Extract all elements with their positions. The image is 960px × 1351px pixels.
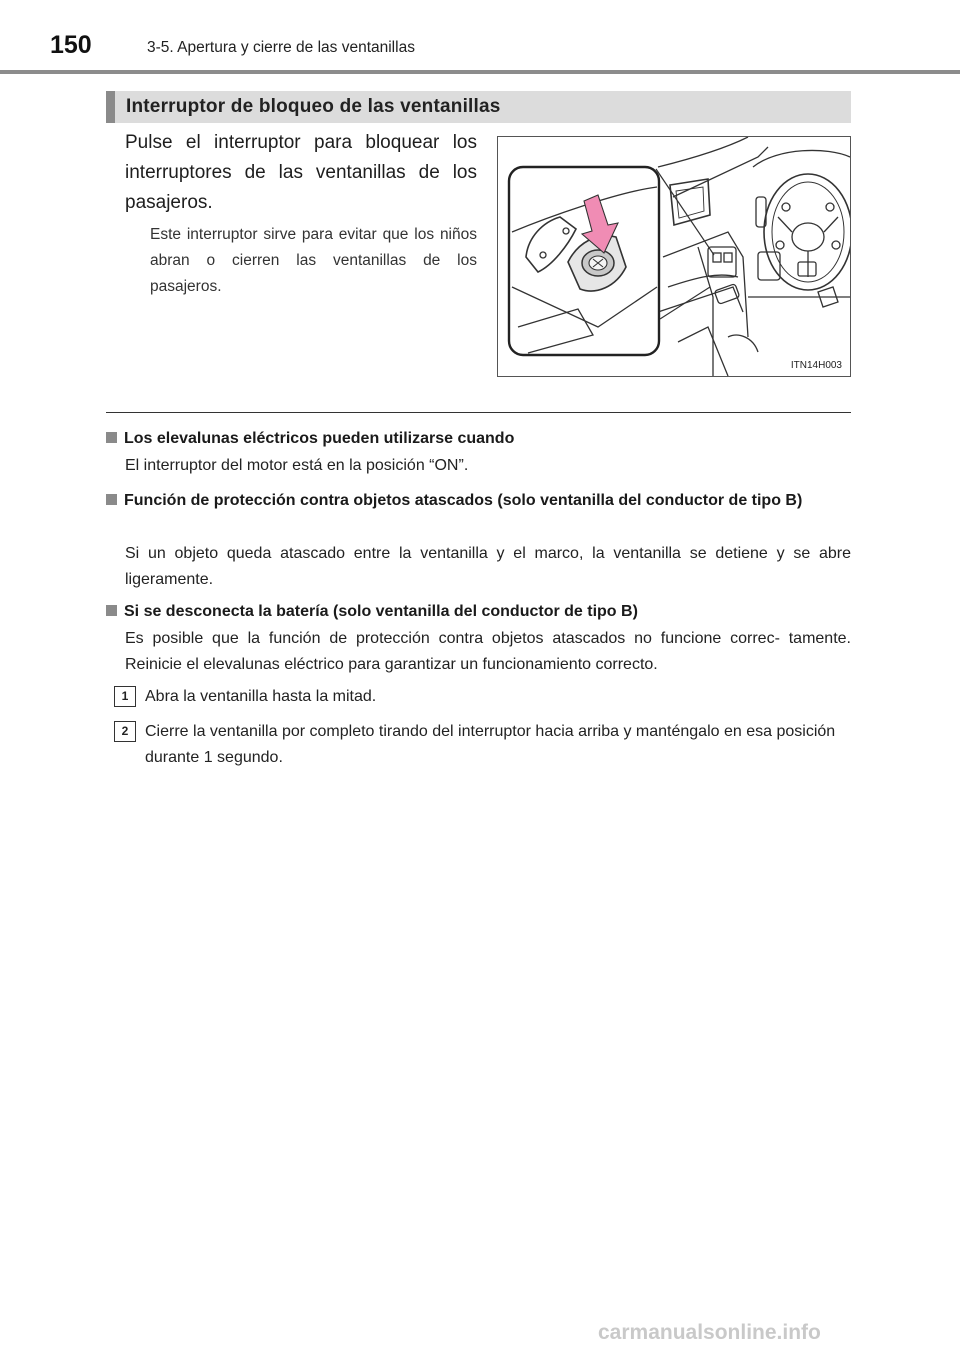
square-bullet-icon [106,605,117,616]
note-body: Si un objeto queda atascado entre la ventanilla y el marco, la ventanilla se detiene y se abre ligeramente. [125,545,851,588]
step-item [114,719,851,771]
square-bullet-icon [106,432,117,443]
section-tab-marker [106,91,115,123]
note-heading: Si se desconecta la batería (solo ventanilla del conductor de tipo B) [106,599,851,625]
main-instruction: Pulse el interruptor para bloquear los interruptores de las ventanillas de los pasajeros. [125,132,477,213]
section-divider [106,412,851,413]
header-rule [0,70,960,74]
note-heading: Los elevalunas eléctricos pueden utilizarse cuando [106,426,851,452]
window-lock-illustration [497,136,851,377]
step-number-badge: 1 [114,686,136,707]
chapter-title: 3-5. Apertura y cierre de las ventanillas [147,39,415,56]
sub-instruction: Este interruptor sirve para evitar que los niños abran o cierren las ventanillas de los pasajeros. [150,226,477,295]
step-text: Abra la ventanilla hasta la mitad. [145,688,377,705]
note-body: El interruptor del motor está en la posición “ON”. [125,457,469,474]
note-body: Es posible que la función de protección contra objetos atascados no funcione correc- tamente. Reinicie el elevalunas eléctrico para garantizar un funcionamiento correcto. [125,630,851,673]
square-bullet-icon [106,494,117,505]
step-text: Cierre la ventanilla por completo tirando del interruptor hacia arriba y manténgalo en esa posición durante 1 segundo. [145,723,836,766]
section-heading-bar [106,91,851,123]
watermark: carmanualsonline.info [598,1321,821,1344]
car-interior-drawing [498,137,850,376]
step-item [114,684,851,710]
page-number: 150 [50,31,92,59]
section-title: Interruptor de bloqueo de las ventanillas [126,96,501,117]
figure-code: ITN14H003 [790,360,842,371]
step-number-badge: 2 [114,721,136,742]
note-heading: Función de protección contra objetos atascados (solo ventanilla del conductor de tipo B) [106,488,851,514]
